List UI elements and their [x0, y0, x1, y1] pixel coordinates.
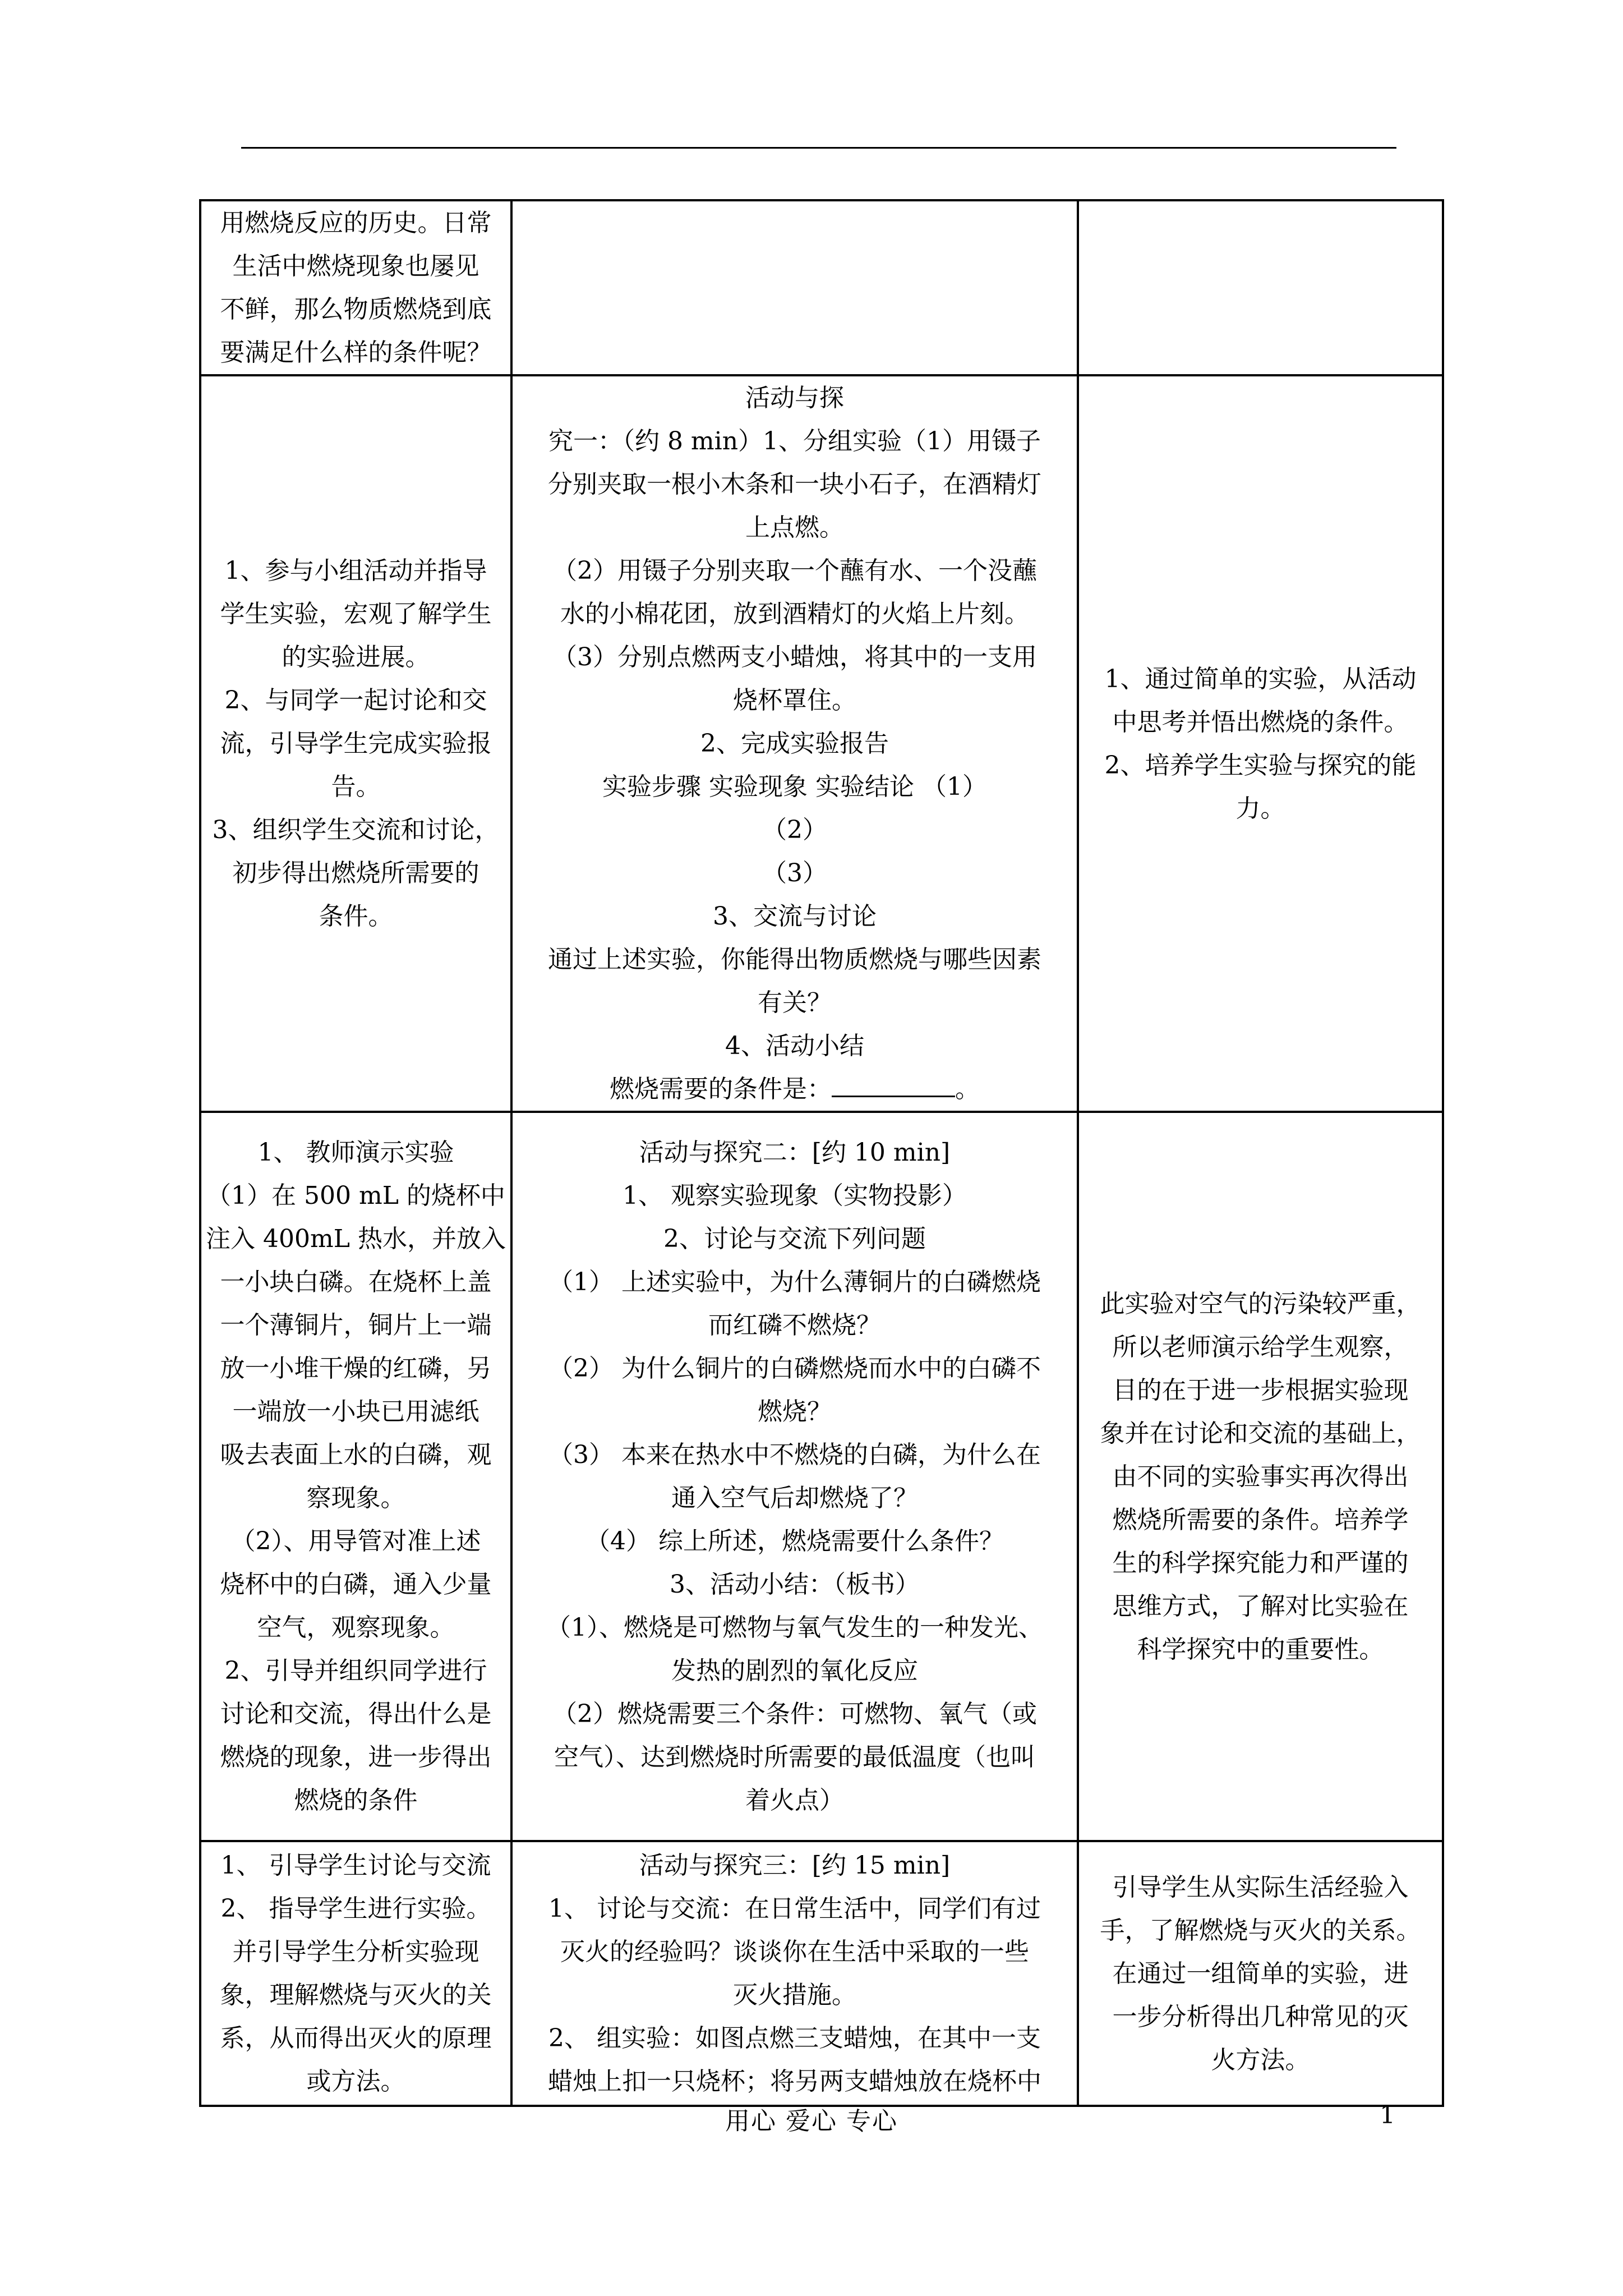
text-line: 1、 教师演示实验	[257, 1138, 454, 1167]
student-activity-cell	[511, 1841, 1078, 2106]
table-row	[200, 1112, 1443, 1841]
text-line: 活动与探	[745, 384, 844, 412]
text-line: 上点燃。	[745, 513, 844, 542]
text-line: 放一小堆干燥的红磷，另	[220, 1354, 492, 1383]
text-line: 2、讨论与交流下列问题	[663, 1225, 926, 1253]
text-line: 生活中燃烧现象也屡见	[232, 252, 479, 280]
student-activity-cell	[511, 375, 1078, 1112]
student-activity-cell	[511, 1112, 1078, 1841]
text-line: 注入 400mL 热水，并放入	[206, 1225, 506, 1253]
text-line: 烧杯罩住。	[733, 686, 856, 715]
text-line: 着火点）	[745, 1786, 844, 1815]
text-line: 2、培养学生实验与探究的能	[1104, 751, 1417, 780]
text-line: 2、引导并组织同学进行	[224, 1657, 487, 1685]
text-line: 系，从而得出灭火的原理	[220, 2024, 492, 2053]
text-line: 科学探究中的重要性。	[1137, 1635, 1384, 1664]
design-intent-cell	[1078, 200, 1443, 375]
design-intent-cell	[1078, 1841, 1443, 2106]
text-line: （2）	[762, 816, 827, 844]
text-line: 燃烧所需要的条件。培养学	[1112, 1505, 1409, 1534]
text-line: 通过上述实验，你能得出物质燃烧与哪些因素	[548, 945, 1041, 974]
text-line: 活动与探究三：[约 15 min]	[639, 1851, 951, 1880]
text-line: 一端放一小块已用滤纸	[232, 1397, 479, 1426]
text-line: 1、 观察实验现象（实物投影）	[623, 1181, 967, 1210]
text-line: 1、 讨论与交流：在日常生活中，同学们有过	[548, 1894, 1041, 1923]
text-line: 的实验进展。	[282, 643, 430, 671]
text-line: 有关？	[758, 988, 832, 1017]
text-line: 3、活动小结：（板书）	[670, 1570, 920, 1599]
text-line: 灭火措施。	[733, 1981, 856, 2009]
text-line: 象，理解燃烧与灭火的关	[220, 1981, 492, 2009]
text-line: 水的小棉花团，放到酒精灯的火焰上片刻。	[560, 600, 1029, 628]
text-line: 思维方式，了解对比实验在	[1112, 1591, 1409, 1621]
text-line: 2、与同学一起讨论和交	[224, 686, 487, 715]
text-line: 2、完成实验报告	[700, 729, 889, 758]
text-line: （2）用镊子分别夹取一个蘸有水、一个没蘸	[552, 556, 1037, 585]
table-row	[200, 200, 1443, 375]
text-line: 学生实验，宏观了解学生	[220, 600, 492, 628]
text-line: 生的科学探究能力和严谨的	[1112, 1548, 1409, 1577]
text-line: 或方法。	[306, 2067, 405, 2096]
text-line: 发热的剧烈的氧化反应	[671, 1657, 918, 1685]
text-line: 不鲜，那么物质燃烧到底	[220, 295, 492, 324]
text-line: 一步分析得出几种常见的灭	[1112, 2002, 1409, 2031]
text-line: 目的在于进一步根据实验现	[1112, 1375, 1409, 1405]
design-intent-cell	[1078, 375, 1443, 1112]
table-row	[200, 375, 1443, 1112]
text-line: 一小块白磷。在烧杯上盖	[220, 1268, 492, 1296]
text-line: （2）燃烧需要三个条件：可燃物、氧气（或	[552, 1700, 1037, 1728]
text-line: 讨论和交流，得出什么是	[220, 1700, 492, 1728]
text-line: 象并在讨论和交流的基础上，	[1100, 1419, 1421, 1448]
teacher-activity-cell	[200, 1112, 511, 1841]
text-line: （1）在 500 mL 的烧杯中	[206, 1181, 505, 1210]
text-line: 2、 指导学生进行实验。	[220, 1894, 491, 1923]
text-line: 燃烧的条件	[294, 1786, 418, 1815]
text-line: 通入空气后却燃烧了？	[671, 1484, 918, 1512]
text-line: 告。	[331, 772, 381, 801]
text-line: （3）分别点燃两支小蜡烛，将其中的一支用	[552, 643, 1037, 671]
text-line: 究一：（约 8 min）1、分组实验（1）用镊子	[548, 427, 1041, 455]
summary-prompt: 燃烧需要的条件是：	[610, 1075, 832, 1103]
text-line: （1）、燃烧是可燃物与氧气发生的一种发光、	[546, 1613, 1043, 1642]
text-line: （4） 综上所述，燃烧需要什么条件？	[585, 1527, 1004, 1556]
text-line: 手，了解燃烧与灭火的关系。	[1100, 1916, 1421, 1945]
text-line: 力。	[1235, 794, 1285, 823]
text-line: 实验步骤 实验现象 实验结论 （1）	[602, 772, 987, 801]
text-line: 要满足什么样的条件呢？	[220, 338, 492, 367]
text-line: 并引导学生分析实验现	[232, 1938, 479, 1966]
text-line: 1、参与小组活动并指导	[224, 556, 487, 585]
text-line: 吸去表面上水的白磷，观	[220, 1441, 492, 1469]
text-line: 察现象。	[306, 1484, 405, 1512]
teacher-activity-cell	[200, 1841, 511, 2106]
text-line: 1、通过简单的实验，从活动	[1104, 664, 1417, 693]
text-line: 所以老师演示给学生观察，	[1112, 1332, 1409, 1361]
student-activity-cell	[511, 200, 1078, 375]
text-line: （1） 上述实验中，为什么薄铜片的白磷燃烧	[548, 1268, 1041, 1296]
text-line: 燃烧？	[758, 1397, 832, 1426]
text-line: （3） 本来在热水中不燃烧的白磷，为什么在	[548, 1441, 1041, 1469]
text-line: 4、活动小结	[725, 1032, 864, 1060]
text-line: （3）	[762, 859, 827, 887]
text-line: 蜡烛上扣一只烧杯；将另两支蜡烛放在烧杯中	[548, 2067, 1041, 2096]
text-line: 而红磷不燃烧？	[708, 1311, 881, 1340]
text-line: 2、 组实验：如图点燃三支蜡烛，在其中一支	[548, 2024, 1041, 2053]
text-line: 用燃烧反应的历史。日常	[220, 209, 492, 237]
teacher-activity-cell	[200, 375, 511, 1112]
text-line: 火方法。	[1211, 2045, 1310, 2074]
text-line: 分别夹取一根小木条和一块小石子，在酒精灯	[548, 470, 1041, 499]
teacher-activity-cell	[200, 200, 511, 375]
text-line: 条件。	[319, 902, 393, 931]
text-line: 3、交流与讨论	[713, 902, 877, 931]
design-intent-cell	[1078, 1112, 1443, 1841]
text-line: 在通过一组简单的实验，进	[1112, 1959, 1409, 1988]
footer-motto: 用心 爱心 专心	[725, 2107, 898, 2136]
text-line: 空气）、达到燃烧时所需要的最低温度（也叫	[554, 1743, 1035, 1772]
text-line: 中思考并悟出燃烧的条件。	[1112, 707, 1409, 737]
text-line: （2）、用导管对准上述	[230, 1527, 481, 1556]
text-line: 烧杯中的白磷，通入少量	[220, 1570, 492, 1599]
text-line: 引导学生从实际生活经验入	[1112, 1872, 1409, 1902]
header-rule	[241, 147, 1396, 149]
summary-end: 。	[955, 1075, 980, 1103]
lesson-plan-table	[199, 199, 1444, 2107]
text-line: 灭火的经验吗？谈谈你在生活中采取的一些	[560, 1938, 1029, 1966]
text-line: （2） 为什么铜片的白磷燃烧而水中的白磷不	[548, 1354, 1041, 1383]
text-line: 流，引导学生完成实验报	[220, 729, 492, 758]
text-line: 由不同的实验事实再次得出	[1112, 1462, 1409, 1491]
text-line: 1、 引导学生讨论与交流	[220, 1851, 491, 1880]
table-row	[200, 1841, 1443, 2106]
text-line: 活动与探究二：[约 10 min]	[639, 1138, 951, 1167]
text-line: 3、组织学生交流和讨论，	[212, 816, 500, 844]
text-line: 一个薄铜片，铜片上一端	[220, 1311, 492, 1340]
text-line: 空气，观察现象。	[257, 1613, 455, 1642]
text-line: 此实验对空气的污染较严重，	[1100, 1289, 1421, 1318]
text-line: 燃烧的现象，进一步得出	[220, 1743, 492, 1772]
answer-blank[interactable]	[832, 1096, 955, 1097]
text-line: 初步得出燃烧所需要的	[232, 859, 479, 887]
page-number: 1	[1380, 2101, 1395, 2129]
